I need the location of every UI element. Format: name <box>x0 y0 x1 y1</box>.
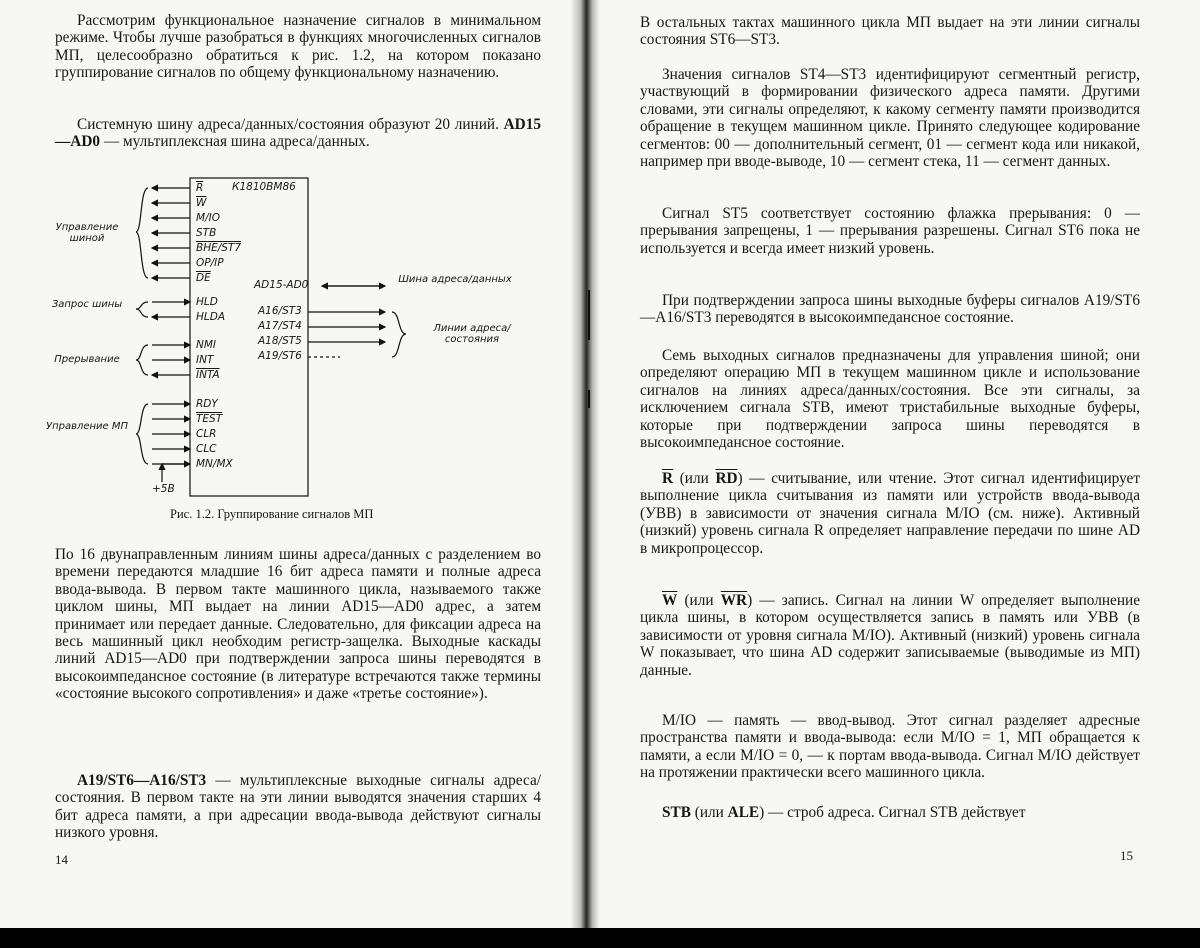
pin-label: BHE/ST7 <box>196 242 242 254</box>
pin-label: HLD <box>196 296 218 308</box>
paragraph: В остальных тактах машинного цикла МП выдает на эти линии сигналы состояния ST6—ST3. <box>640 14 1140 49</box>
pin-label: CLR <box>196 428 217 440</box>
group-label: Управление шиной <box>55 222 119 244</box>
pin-label: AD15-AD0 <box>254 279 309 291</box>
paragraph: Сигнал ST5 соответствует состоянию флажка прерывания: 0 — прерывания запрещены, 1 — прерывания разрешены. Сигнал ST6 пока не используется и всегда имеет низкий уровень. <box>640 205 1140 257</box>
group-label: Линии адреса/состояния <box>433 323 511 345</box>
pin-label: A18/ST5 <box>258 335 302 347</box>
paragraph: Рассмотрим функциональное назначение сигналов в минимальном режиме. Чтобы лучше разобраться в функциях многочисленных сигналов МП, целесообразно обратиться к рис. 1.2, на котором показано группирование сигналов по общему функциональному назначению. <box>55 12 541 82</box>
group-label: Запрос шины <box>51 299 123 310</box>
group-label: Шина адреса/данных <box>398 274 512 285</box>
pin-label: INT <box>196 354 214 366</box>
book-gutter <box>570 0 600 928</box>
chip-name: К1810ВМ86 <box>232 181 296 193</box>
pin-label: $\overline{W}$ <box>196 197 207 209</box>
paragraph: Значения сигналов ST4—ST3 идентифицируют сегментный регистр, участвующий в формировании физического адреса памяти. Другими словами, эти сигналы определяют, к какому сегменту памяти производится обращение в текущем машинном цикле. Принято следующее кодирование сегментов: 00 — дополнительный сегмент, 01 — сегмент кода или никакой, например при вводе-выводе, 10 — сегмент стека, 11 — сегмент данных. <box>640 66 1140 171</box>
group-label: Управление МП <box>45 421 129 432</box>
paragraph: При подтверждении запроса шины выходные буферы сигналов A19/ST6—A16/ST3 переводятся в высокоимпедансное состояние. <box>640 292 1140 327</box>
paragraph: Системную шину адреса/данных/состояния образуют 20 линий. AD15—AD0 — мультиплексная шина адреса/данных. <box>55 116 541 151</box>
pin-label: M/IO <box>196 212 220 224</box>
pin-label: CLC <box>196 443 217 455</box>
pin-label: TEST <box>196 413 223 425</box>
paragraph: По 16 двунаправленным линиям шины адреса/данных с разделением во времени передаются младшие 16 бит адреса памяти и полные адреса ввода-вывода. В первом такте машинного цикла, называемого также циклом шины, МП выдает на линии AD15—AD0 адрес, а затем принимает или передает данные. Следовательно, для фиксации адреса на весь машинный цикл необходим регистр-защелка. Выходные каскады линий AD15—AD0 при подтверждении запроса шины переводятся в высокоимпедансное состояние (в литературе встречаются также термины «состояние высокого сопротивления» и даже «третье состояние»). <box>55 546 541 703</box>
left-page <box>0 0 580 928</box>
paragraph: STB (или ALE) — строб адреса. Сигнал STB действует <box>662 804 1026 821</box>
paragraph: M/IO — память — ввод-вывод. Этот сигнал разделяет адресные пространства памяти и ввода-вывода: если M/IO = 1, МП обращается к памяти, а если M/IO = 0, — к портам ввода-вывода. Сигнал M/IO действует на протяжении практически всего машинного цикла. <box>640 712 1140 782</box>
page-number: 14 <box>55 852 68 867</box>
pin-label: RDY <box>196 398 218 410</box>
group-label: Прерывание <box>54 354 120 365</box>
pin-label: A19/ST6 <box>258 350 302 362</box>
pin-label: $\overline{R}$ <box>196 182 204 194</box>
pin-label: MN/MX <box>196 458 233 470</box>
page-number: 15 <box>1120 848 1133 863</box>
pin-label: $\overline{DE}$ <box>196 272 211 284</box>
pin-label: HLDA <box>196 311 226 323</box>
paragraph: $\overline{W}$ (или $\overline{WR}$) — запись. Сигнал на линии W определяет выполнение цикла шины, в котором осуществляется запись в память или УВВ (в зависимости от уровня сигнала M/IO). Активный (низкий) уровень сигнала W показывает, что шина AD содержит записываемые (выводимые из МП) данные. <box>640 592 1140 679</box>
pin-label: NMI <box>196 339 217 351</box>
figure-caption: Рис. 1.2. Группирование сигналов МП <box>170 507 374 521</box>
signal-group-diagram <box>40 176 540 498</box>
power-label: +5В <box>152 483 175 495</box>
pin-label: INTA <box>196 369 220 381</box>
paragraph: $\overline{R}$ (или $\overline{RD}$) — считывание, или чтение. Этот сигнал идентифицирует выполнение цикла считывания из памяти или устройств ввода-вывода (УВВ) в зависимости от значения сигнала M/IO (см. ниже). Активный (низкий) уровень сигнала R определяет направление передачи по шине AD в микропроцессор. <box>640 470 1141 557</box>
pin-label: OP/IP <box>196 257 224 269</box>
pin-label: STB <box>196 227 217 239</box>
paragraph: A19/ST6—A16/ST3 — мультиплексные выходные сигналы адреса/состояния. В первом такте на эти линии выводятся значения старших 4 бит адреса памяти, а при адресации ввода-вывода действуют сигналы низкого уровня. <box>55 772 541 842</box>
right-page <box>580 0 1200 928</box>
paragraph: Семь выходных сигналов предназначены для управления шиной; они определяют операцию МП в текущем машинном цикле и использование сигналов на линиях адреса/данных/состояния. Все эти сигналы, за исключением сигнала STB, имеют тристабильные выходные буферы, которые при подтверждении запроса шины переводятся в высокоимпедансное состояние. <box>640 347 1140 452</box>
pin-label: A17/ST4 <box>258 320 302 332</box>
pin-label: A16/ST3 <box>258 305 302 317</box>
